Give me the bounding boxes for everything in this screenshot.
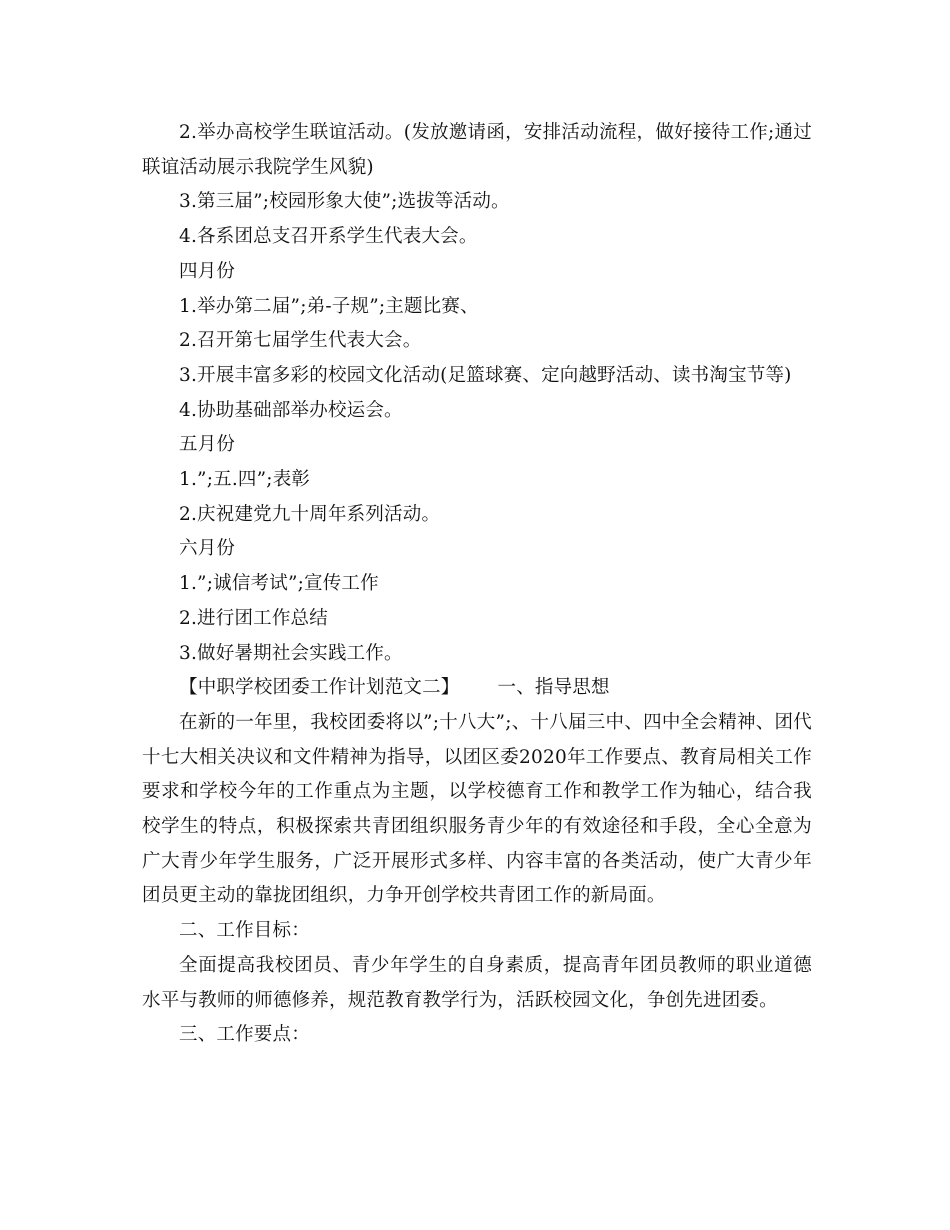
section-heading-title: 【中职学校团委工作计划范文二】: [179, 677, 460, 699]
month-heading: 五月份: [179, 434, 236, 456]
paragraph: 在新的一年里，我校团委将以”;十八大”;、十八届三中、四中全会精神、团代十七大相关决议和文件精神为指导，以团区委2020年工作要点、教育局相关工作要求和学校今年的工作重点为主题，以学校德育工作和教学工作为轴心，结合我校学生的特点，积极探索共青团组织服务青少年的有效途径和手段，全心全意为广大青少年学生服务，广泛开展形式多样、内容丰富的各类活动，使广大青少年团员更主动的靠拢团组织，力争开创学校共青团工作的新局面。: [142, 711, 812, 907]
section-subheading: 三、工作要点：: [179, 1024, 310, 1046]
paragraph: 4.协助基础部举办校运会。: [179, 399, 403, 421]
paragraph: 2.进行团工作总结: [179, 607, 328, 629]
month-heading: 六月份: [179, 538, 236, 560]
paragraph: 2.举办高校学生联谊活动。(发放邀请函，安排活动流程，做好接待工作;通过联谊活动展示我院学生风貌): [142, 122, 812, 178]
month-heading: 四月份: [179, 260, 236, 282]
paragraph: 1.”;诚信考试”;宣传工作: [179, 573, 379, 595]
paragraph: 4.各系团总支召开系学生代表大会。: [179, 226, 478, 248]
document-body: [142, 116, 812, 1053]
paragraph: 3.开展丰富多彩的校园文化活动(足篮球赛、定向越野活动、读书淘宝节等): [179, 364, 792, 386]
paragraph: 2.召开第七届学生代表大会。: [179, 330, 422, 352]
section-heading-subtitle: 一、指导思想: [497, 677, 610, 699]
section-subheading: 二、工作目标：: [179, 920, 310, 942]
paragraph: 2.庆祝建党九十周年系列活动。: [179, 503, 441, 525]
paragraph: 3.第三届”;校园形象大使”;选拔等活动。: [179, 191, 510, 213]
paragraph: 全面提高我校团员、青少年学生的自身素质，提高青年团员教师的职业道德水平与教师的师德修养，规范教育教学行为，活跃校园文化，争创先进团委。: [142, 954, 812, 1011]
paragraph: 3.做好暑期社会实践工作。: [179, 642, 403, 664]
paragraph: 1.举办第二届”;弟-子规”;主题比赛、: [179, 295, 479, 317]
section-heading-line: [142, 671, 812, 706]
paragraph: 1.”;五.四”;表彰: [179, 469, 311, 491]
